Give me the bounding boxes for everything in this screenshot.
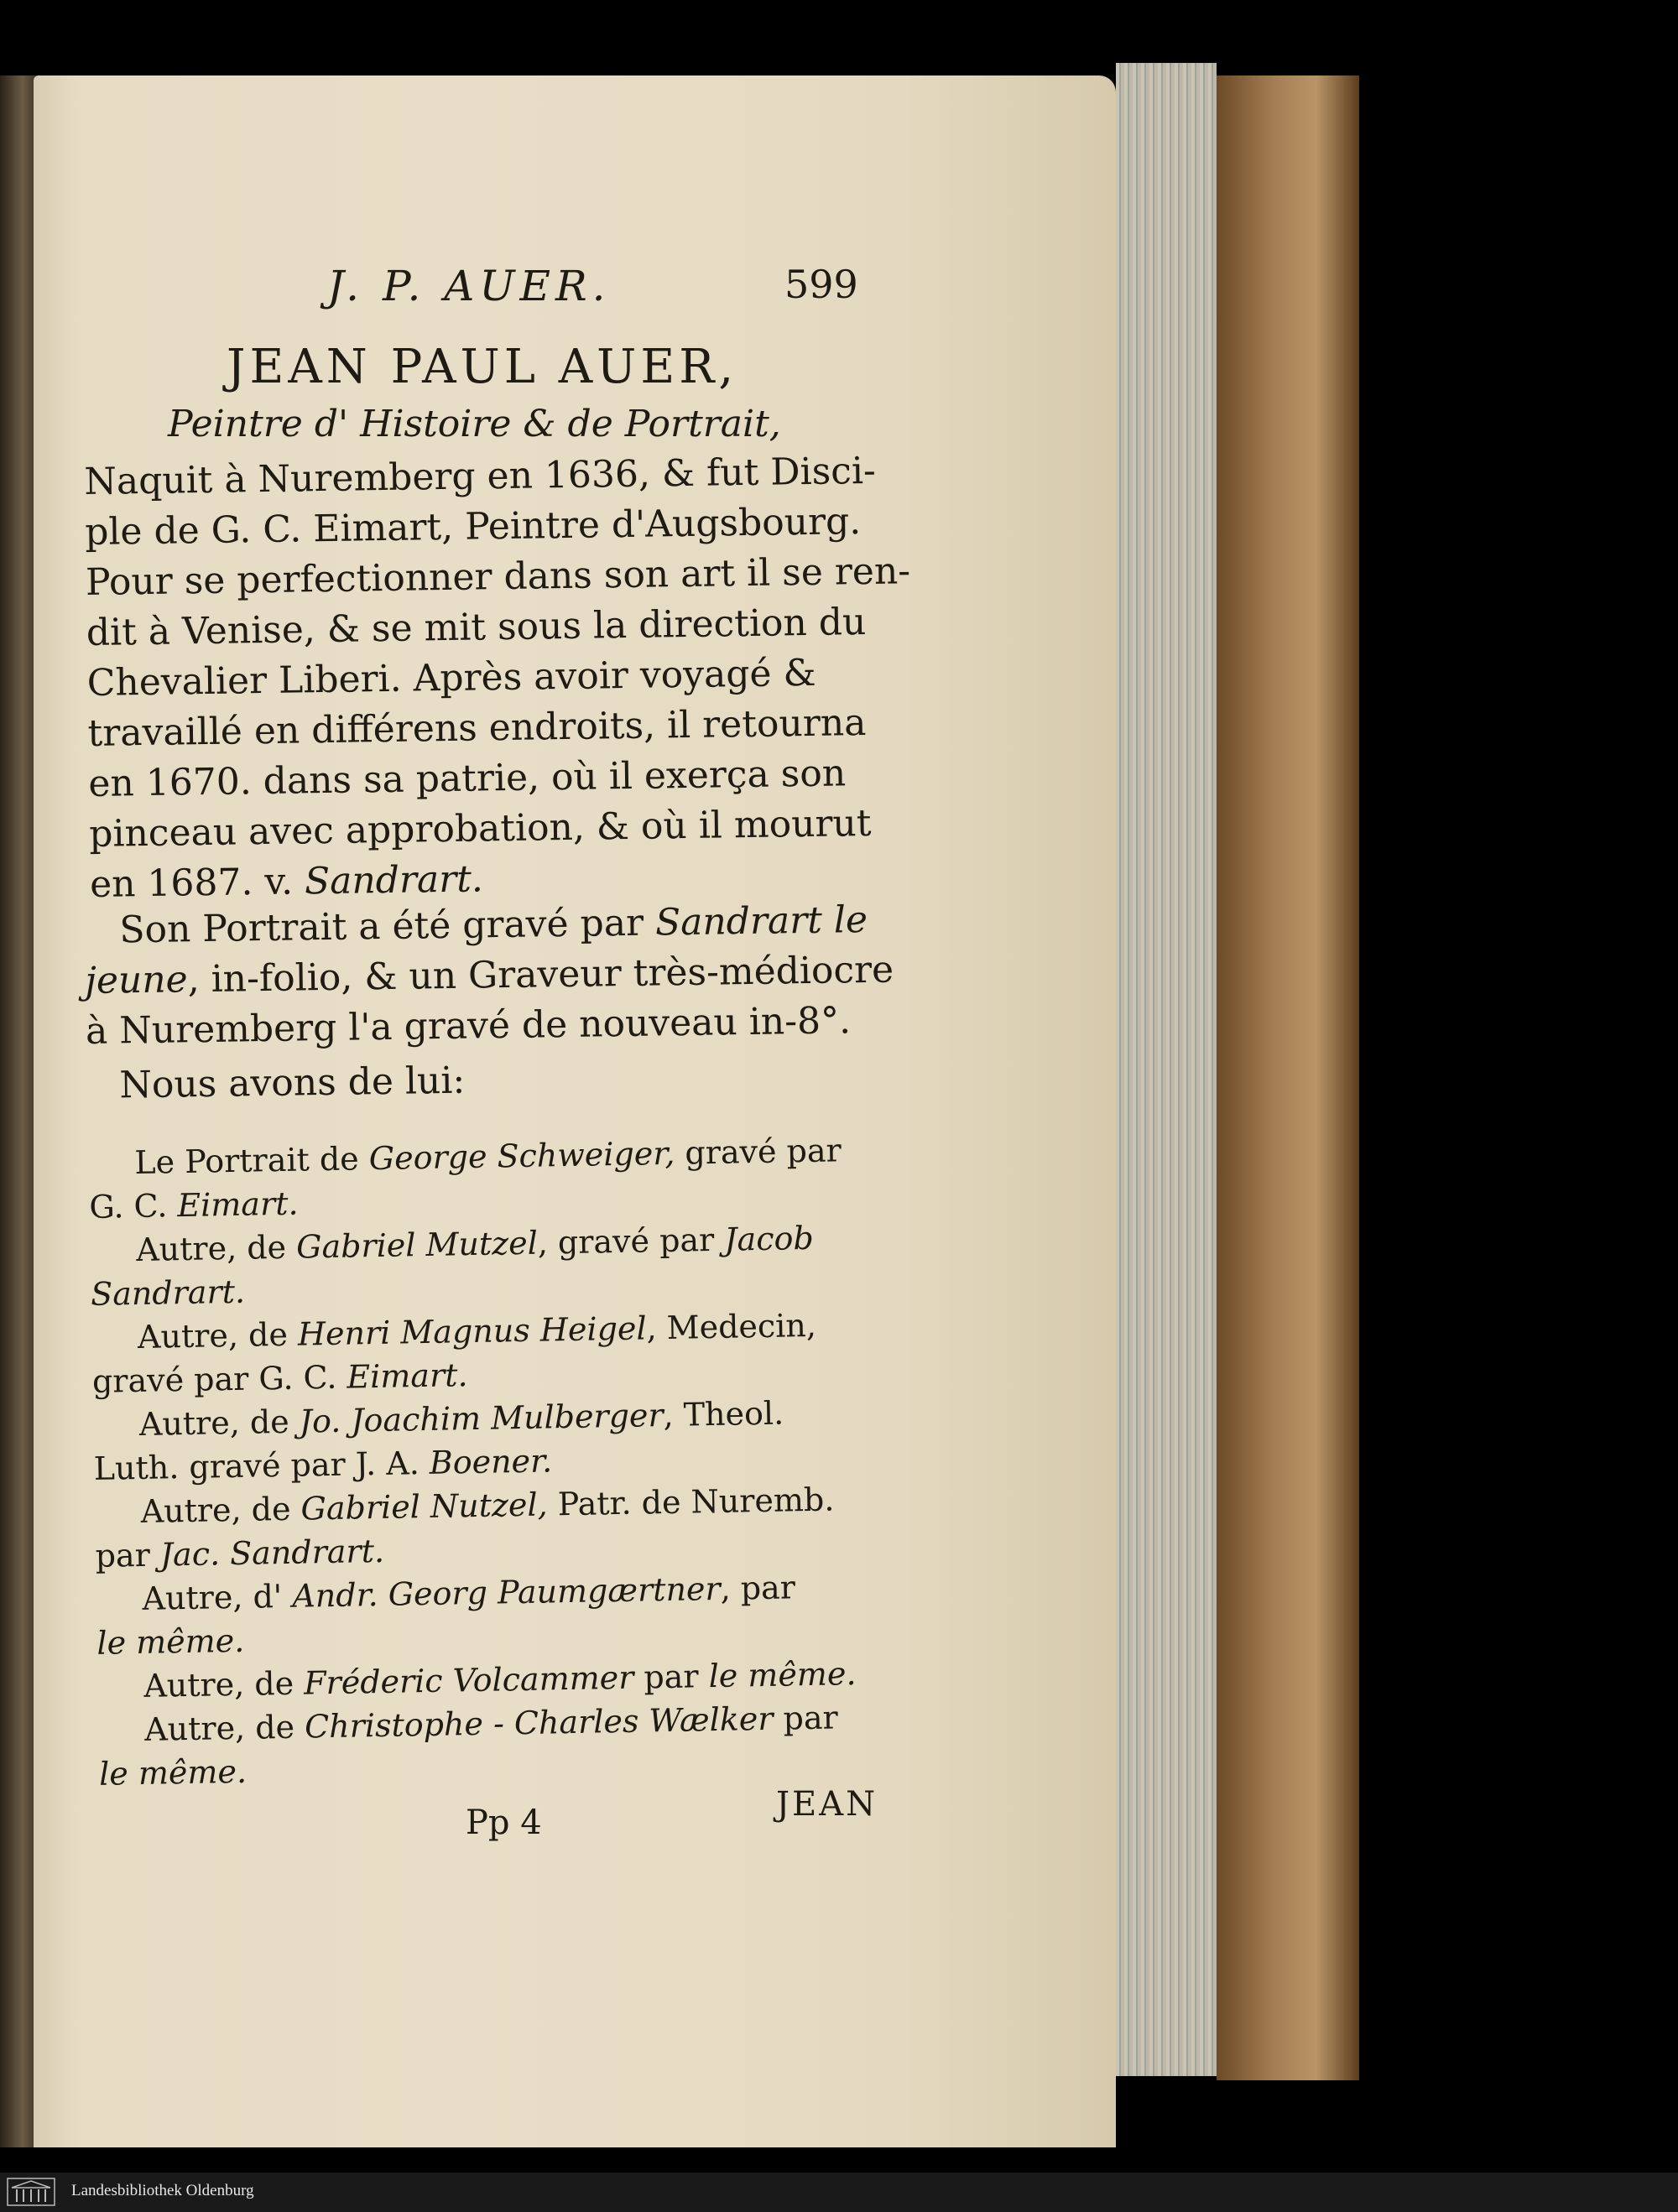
italic-name: Jac. Sandrart. [159,1532,385,1574]
text-span: Autre, de [138,1403,300,1443]
text-span: , in-folio, & un Graveur très-médiocre [187,948,894,1002]
portrait-paragraph [84,895,894,1057]
italic-name: Sandrart. [90,1273,246,1313]
text-line: Chevalier Liberi. Après avoir voyagé & [86,651,817,705]
text-line: Pour se perfectionner dans son art il se ren- [85,549,911,604]
text-span: Patr. de Nuremb. [547,1481,835,1523]
text-span: gravé par [674,1132,842,1172]
italic-name: Jacob [723,1219,815,1258]
works-catalogue [88,1128,858,1795]
text-span: Autre, de [137,1315,299,1356]
text-line: en 1670. dans sa patrie, où il exerça son [88,752,847,805]
text-line: pinceau avec approbation, & où il mourut [88,801,872,856]
catchword: JEAN [776,1785,878,1824]
text-span: par [633,1658,709,1696]
italic-name: George Schweiger, [368,1134,675,1178]
book-gutter [0,75,38,2147]
text-span: Autre, de [143,1664,305,1705]
text-line: ple de G. C. Eimart, Peintre d'Augsbourg. [84,500,862,554]
text-line [84,1056,466,1111]
italic-name: le même. [708,1655,857,1695]
biography-paragraph [84,445,915,910]
text-span: , Medecin, [646,1306,817,1347]
italic-name: Gabriel Mutzel [295,1224,539,1266]
book-cover [1217,75,1359,2080]
page-edges [1116,63,1217,2076]
library-building-icon [7,2178,55,2206]
text-span: , gravé par [537,1221,725,1262]
works-intro [84,1056,466,1111]
text-span: Le Portrait de [134,1140,370,1181]
text-span: Son Portrait a été gravé par [119,901,656,952]
italic-name: jeune [84,958,188,1002]
text-span: Autre, d' [142,1577,293,1617]
text-span: Luth. gravé par J. A. [93,1444,430,1487]
text-line: à Nuremberg l'a gravé de nouveau in-8°. [85,999,852,1053]
library-name: Landesbibliothek Oldenburg [71,2182,254,2199]
italic-name: Henri Magnus Heigel [297,1309,647,1353]
text-span: Autre, de [140,1490,301,1530]
text-line: travaillé en différens endroits, il retourna [87,701,867,755]
text-line: dit à Venise, & se mit sous la direction du [86,601,867,654]
running-title: J. P. AUER. [327,262,611,310]
text-span: en 1687. v. [89,860,305,906]
italic-name: Sandrart le [654,898,868,945]
italic-name: Fréderic Volcammer [303,1658,634,1702]
text-span: , Theol. [663,1394,784,1434]
italic-name: Christophe - Charles Wælker [304,1699,774,1746]
italic-name: Boener. [429,1442,553,1481]
italic-name: Gabriel Nutzel, [300,1486,549,1528]
text-span: Autre, de [135,1228,297,1268]
italic-name: Jo. Joachim Mulberger [299,1397,664,1440]
text-span: par [773,1699,839,1737]
text-span: Autre, de [143,1708,305,1748]
page-number: 599 [784,262,858,307]
italic-name: Eimart. [177,1184,299,1225]
entry-title: JEAN PAUL AUER, [227,340,738,394]
signature-mark: Pp 4 [466,1803,542,1842]
text-span: G. C. [88,1187,178,1226]
italic-name: le même. [96,1621,245,1662]
text-span: gravé par G. C. [91,1358,347,1400]
entry-subtitle: Peintre d' Histoire & de Portrait, [168,403,781,445]
text-span: Nous avons de lui: [119,1059,466,1107]
text-span: , par [720,1569,796,1607]
text-line: Naquit à Nuremberg en 1636, & fut Disci- [84,449,877,503]
italic-name: Andr. Georg Paumgærtner [291,1569,721,1615]
library-footer [0,2173,1678,2212]
reference-text: Sandrart. [304,857,484,903]
italic-name: Eimart. [347,1356,468,1396]
italic-name: le même. [98,1752,248,1793]
text-span: par [95,1536,161,1574]
